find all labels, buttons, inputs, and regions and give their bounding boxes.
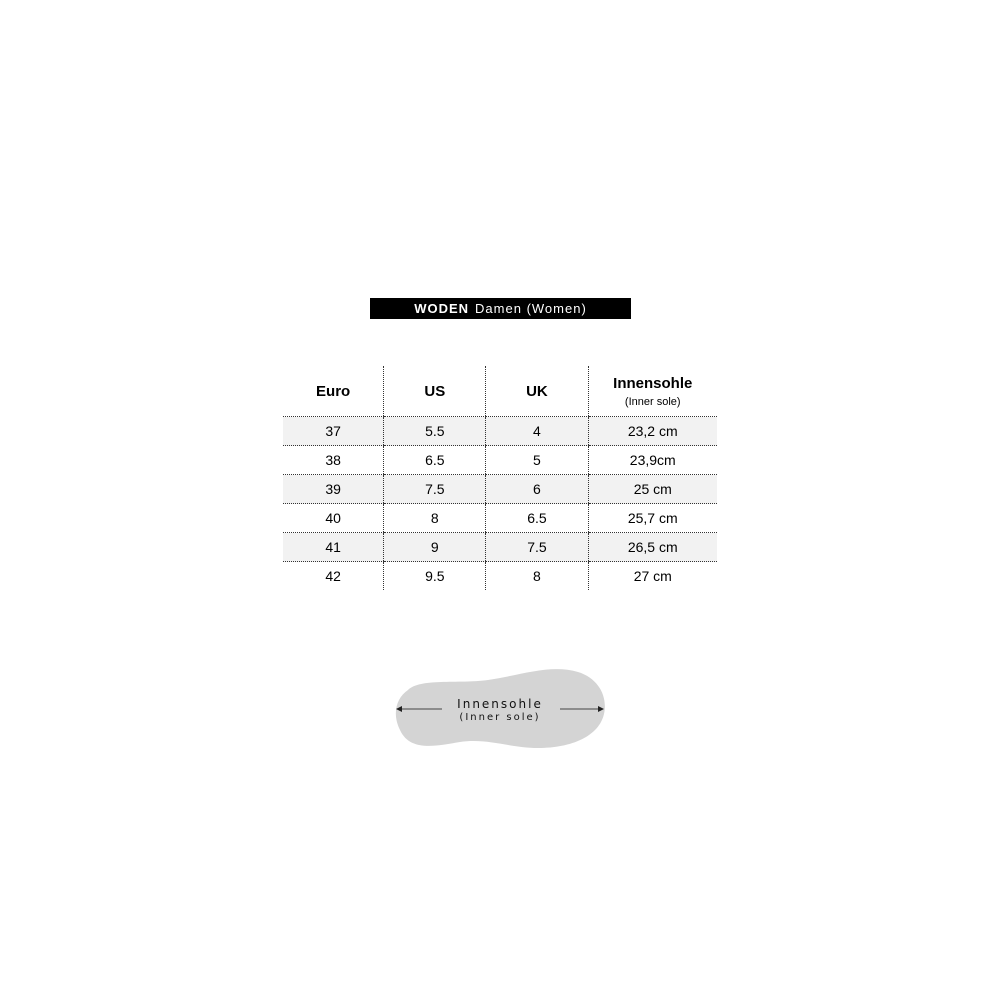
header-insole-sublabel: (Inner sole) <box>624 395 681 408</box>
cell-insole: 25 cm <box>588 475 717 504</box>
cell-us: 9 <box>384 533 486 562</box>
cell-uk: 4 <box>486 417 588 446</box>
header-us: US <box>384 366 486 417</box>
cell-euro: 40 <box>283 504 384 533</box>
brand-name: WODEN <box>414 301 470 316</box>
cell-insole: 27 cm <box>588 562 717 591</box>
insole-diagram-label <box>440 697 560 724</box>
cell-us: 7.5 <box>384 475 486 504</box>
cell-insole: 25,7 cm <box>588 504 717 533</box>
cell-us: 9.5 <box>384 562 486 591</box>
cell-euro: 38 <box>283 446 384 475</box>
cell-euro: 37 <box>283 417 384 446</box>
cell-euro: 41 <box>283 533 384 562</box>
insole-diagram-subtitle: (Inner sole) <box>459 712 541 723</box>
cell-us: 5.5 <box>384 417 486 446</box>
banner-subtitle: Damen (Women) <box>475 301 587 316</box>
cell-euro: 39 <box>283 475 384 504</box>
cell-euro: 42 <box>325 568 341 584</box>
cell-insole: 23,9cm <box>588 446 717 475</box>
header-insole <box>588 366 717 417</box>
cell-uk: 7.5 <box>486 533 588 562</box>
header-uk: UK <box>486 366 588 417</box>
header-euro: Euro <box>283 366 384 417</box>
table-row <box>283 475 717 504</box>
insole-diagram-title: Innensohle <box>457 697 543 711</box>
table-row <box>283 446 717 475</box>
cell-uk: 6.5 <box>486 504 588 533</box>
table-row <box>283 533 717 562</box>
brand-banner <box>370 298 631 319</box>
table-row <box>283 504 717 533</box>
cell-uk: 6 <box>486 475 588 504</box>
table-row <box>283 417 717 446</box>
cell-uk: 8 <box>486 562 588 591</box>
header-insole-label: Innensohle <box>613 374 693 392</box>
cell-uk: 5 <box>486 446 588 475</box>
cell-us: 6.5 <box>384 446 486 475</box>
cell-us: 8 <box>384 504 486 533</box>
size-chart-table <box>283 366 717 590</box>
cell-insole: 26,5 cm <box>588 533 717 562</box>
cell-insole: 23,2 cm <box>588 417 717 446</box>
table-header-row <box>283 366 717 417</box>
table-row <box>283 562 717 591</box>
